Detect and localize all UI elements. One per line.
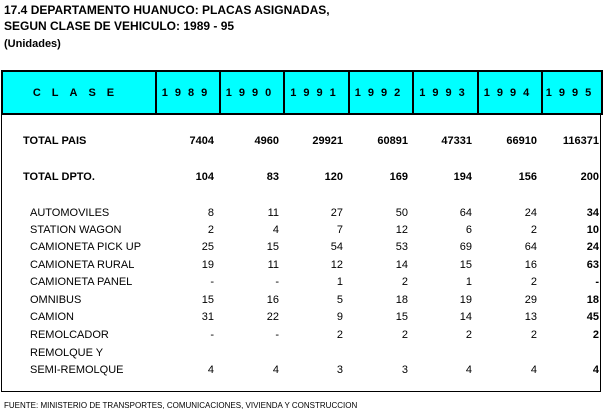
cell-value: 4 (207, 364, 214, 376)
cell-value: 47331 (441, 135, 472, 147)
header-year-1993: 1993 (413, 71, 478, 114)
row-label: REMOLQUE Y (30, 347, 104, 359)
row-label: TOTAL PAIS (23, 135, 87, 147)
table-row (2, 169, 602, 186)
cell-value: 2 (530, 276, 537, 288)
cell-value: 7 (336, 224, 343, 236)
cell-value: 53 (395, 241, 408, 253)
cell-value: 50 (395, 207, 408, 219)
cell-value: 15 (395, 311, 408, 323)
cell-value: 27 (330, 207, 343, 219)
row-label: CAMION (30, 311, 74, 323)
table-title-line2: SEGUN CLASE DE VEHICULO: 1989 - 95 (4, 19, 235, 33)
row-label: AUTOMOVILES (30, 207, 110, 219)
cell-value: 7404 (189, 135, 214, 147)
cell-value: 4 (272, 224, 279, 236)
cell-value: 200 (580, 171, 599, 183)
row-label: TOTAL DPTO. (23, 171, 95, 183)
table-row (2, 205, 602, 222)
cell-value: 60891 (377, 135, 408, 147)
cell-value: 64 (459, 207, 472, 219)
cell-value: 2 (465, 329, 472, 341)
cell-value: 10 (586, 224, 599, 236)
row-label: STATION WAGON (30, 224, 122, 236)
source-note: FUENTE: MINISTERIO DE TRANSPORTES, COMUNICACIONES, VIVIENDA Y CONSTRUCCION (4, 401, 358, 410)
cell-value: 4960 (254, 135, 279, 147)
cell-value: - (275, 329, 279, 341)
table-row (2, 274, 602, 291)
cell-value: 54 (330, 241, 343, 253)
cell-value: 69 (459, 241, 472, 253)
cell-value: 116371 (562, 135, 599, 147)
cell-value: 9 (336, 311, 343, 323)
cell-value: 15 (459, 259, 472, 271)
cell-value: 18 (395, 294, 408, 306)
cell-value: 18 (586, 294, 599, 306)
cell-value: 4 (530, 364, 537, 376)
row-label: CAMIONETA PICK UP (30, 241, 142, 253)
cell-value: 194 (453, 171, 472, 183)
cell-value: 16 (266, 294, 279, 306)
header-year-1990: 1990 (220, 71, 284, 114)
cell-value: 24 (524, 207, 537, 219)
header-year-1992: 1992 (349, 71, 413, 114)
row-label: CAMIONETA PANEL (30, 276, 133, 288)
table-row (2, 345, 602, 362)
cell-value: 4 (465, 364, 472, 376)
cell-value: 5 (336, 294, 343, 306)
cell-value: 2 (530, 329, 537, 341)
cell-value: 2 (401, 276, 408, 288)
cell-value: 16 (524, 259, 537, 271)
cell-value: 104 (195, 171, 214, 183)
cell-value: 83 (266, 171, 279, 183)
cell-value: - (595, 276, 599, 288)
cell-value: 64 (524, 241, 537, 253)
table-header (1, 70, 603, 115)
cell-value: 8 (207, 207, 214, 219)
table-row (2, 239, 602, 256)
cell-value: 169 (389, 171, 408, 183)
cell-value: 4 (272, 364, 279, 376)
table-row (2, 309, 602, 326)
cell-value: 19 (201, 259, 214, 271)
cell-value: 2 (530, 224, 537, 236)
table-row (2, 222, 602, 239)
row-label: OMNIBUS (30, 294, 82, 306)
cell-value: 15 (266, 241, 279, 253)
cell-value: 3 (336, 364, 343, 376)
cell-value: 25 (201, 241, 214, 253)
cell-value: 1 (336, 276, 343, 288)
cell-value: 2 (592, 329, 599, 341)
cell-value: 34 (586, 207, 599, 219)
cell-value: 11 (267, 207, 279, 219)
header-year-1995: 1995 (542, 71, 602, 114)
row-label: REMOLCADOR (30, 329, 109, 341)
cell-value: 66910 (506, 135, 537, 147)
header-clase: CLASE (2, 71, 156, 114)
header-year-1991: 1991 (284, 71, 349, 114)
cell-value: 12 (330, 259, 343, 271)
cell-value: - (210, 276, 214, 288)
table-row (2, 292, 602, 309)
table-title-line1: 17.4 DEPARTAMENTO HUANUCO: PLACAS ASIGNADAS, (4, 3, 330, 17)
cell-value: 2 (336, 329, 343, 341)
row-label: SEMI-REMOLQUE (30, 364, 124, 376)
row-label: CAMIONETA RURAL (30, 259, 135, 271)
table-row (2, 362, 602, 379)
cell-value: 45 (586, 311, 599, 323)
cell-value: 29 (524, 294, 537, 306)
cell-value: 14 (459, 311, 472, 323)
table-row (2, 327, 602, 344)
cell-value: - (275, 276, 279, 288)
cell-value: 4 (592, 364, 599, 376)
header-year-1989: 1989 (156, 71, 220, 114)
cell-value: 6 (465, 224, 472, 236)
cell-value: 120 (324, 171, 343, 183)
cell-value: 2 (401, 329, 408, 341)
cell-value: 31 (201, 311, 214, 323)
cell-value: - (210, 329, 214, 341)
cell-value: 22 (266, 311, 279, 323)
cell-value: 29921 (312, 135, 343, 147)
cell-value: 19 (459, 294, 472, 306)
units-label: (Unidades) (4, 38, 61, 50)
table-row (2, 257, 602, 274)
cell-value: 63 (586, 259, 599, 271)
cell-value: 13 (524, 311, 537, 323)
cell-value: 1 (465, 276, 472, 288)
cell-value: 11 (267, 259, 279, 271)
cell-value: 24 (586, 241, 599, 253)
table-body (1, 115, 601, 392)
cell-value: 14 (395, 259, 408, 271)
header-year-1994: 1994 (478, 71, 542, 114)
cell-value: 3 (401, 364, 408, 376)
cell-value: 156 (518, 171, 537, 183)
cell-value: 2 (207, 224, 214, 236)
table-row (2, 133, 602, 150)
cell-value: 12 (395, 224, 408, 236)
cell-value: 15 (201, 294, 214, 306)
